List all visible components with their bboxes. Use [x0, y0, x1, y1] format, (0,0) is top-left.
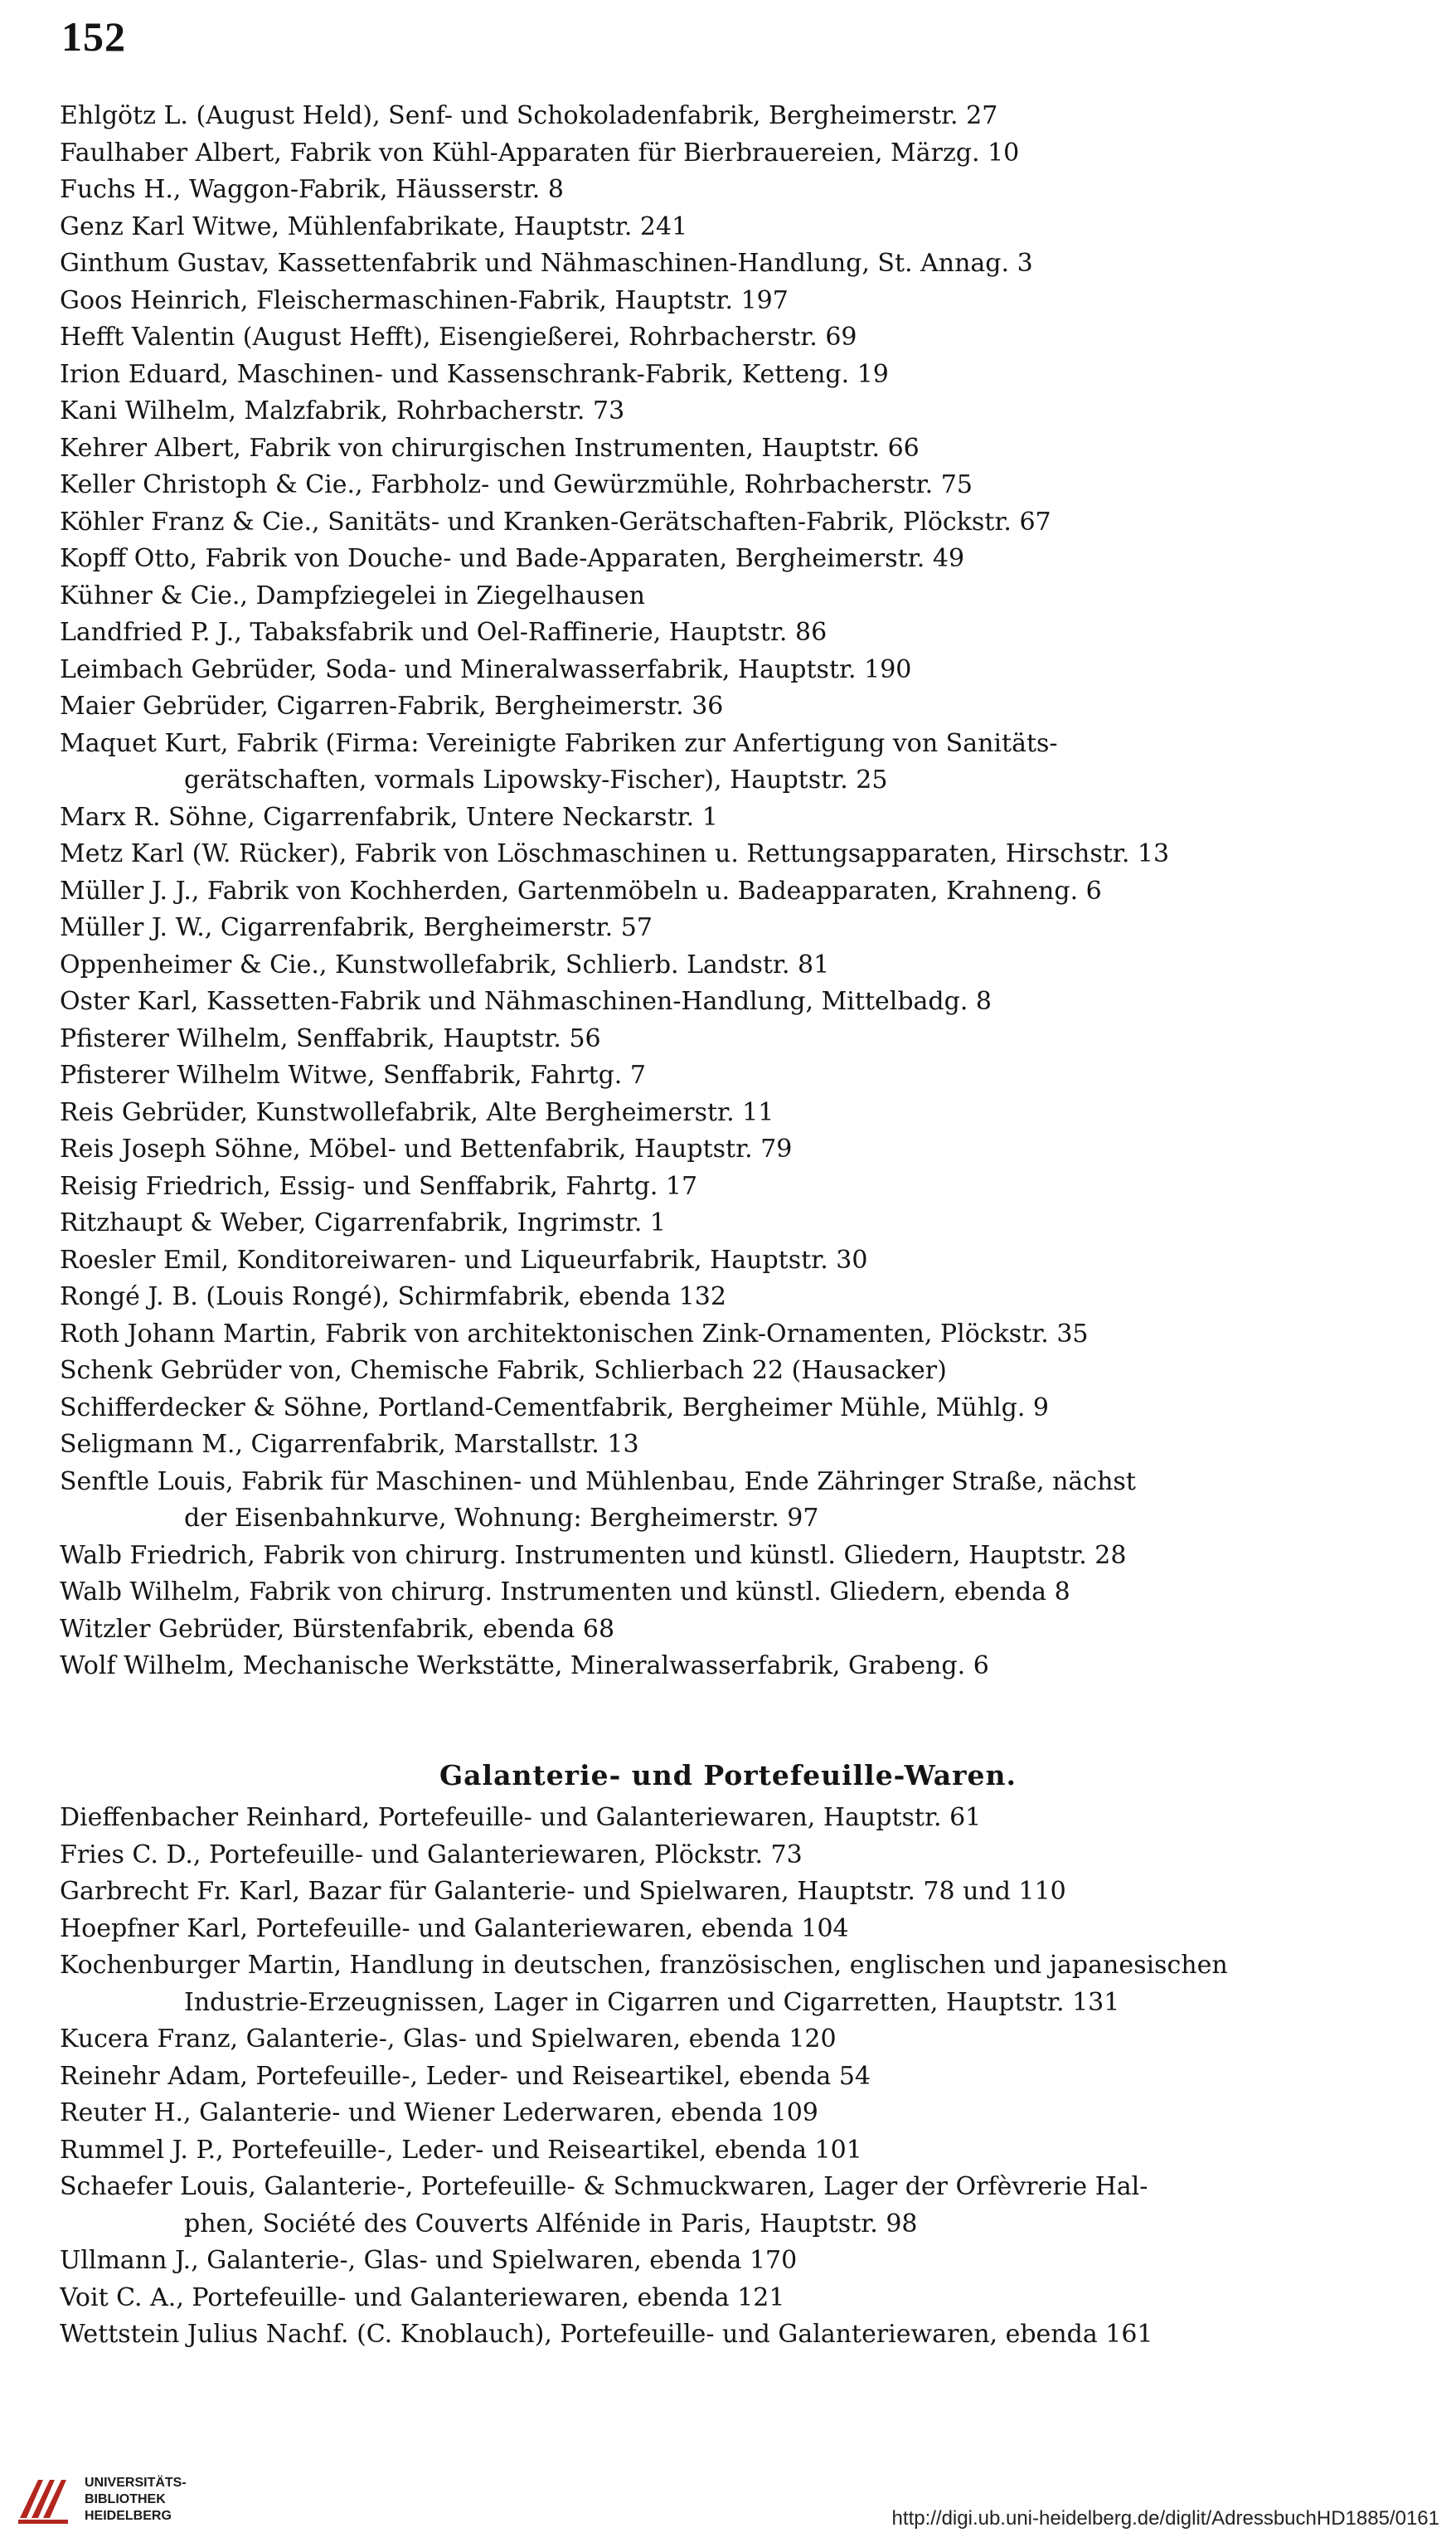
entry-line: Voit C. A., Portefeuille- und Galanteriewaren, ebenda 121	[60, 2282, 785, 2312]
entry-line: Fuchs H., Waggon-Fabrik, Häusserstr. 8	[60, 175, 564, 204]
entry-line: Reuter H., Galanterie- und Wiener Lederwaren, ebenda 109	[60, 2098, 818, 2127]
entry-line: Rongé J. B. (Louis Rongé), Schirmfabrik, ebenda 132	[60, 1282, 726, 1311]
entry-line: Witzler Gebrüder, Bürstenfabrik, ebenda 68	[60, 1614, 615, 1644]
entry-line: Ullmann J., Galanterie-, Glas- und Spielwaren, ebenda 170	[60, 2246, 798, 2275]
page-number: 152	[61, 13, 126, 60]
entry-line: Müller J. J., Fabrik von Kochherden, Gartenmöbeln u. Badeapparaten, Krahneng. 6	[60, 876, 1102, 906]
entry-line: Reinehr Adam, Portefeuille-, Leder- und Reiseartikel, ebenda 54	[60, 2061, 871, 2091]
entry-line: Goos Heinrich, Fleischermaschinen-Fabrik, Hauptstr. 197	[60, 285, 789, 315]
footer-url-link[interactable]: http://digi.ub.uni-heidelberg.de/diglit/AdressbuchHD1885/0161	[891, 2507, 1439, 2530]
entry-line: Roesler Emil, Konditoreiwaren- und Liqueurfabrik, Hauptstr. 30	[60, 1245, 868, 1275]
entry-line: Schifferdecker & Söhne, Portland-Cementfabrik, Bergheimer Mühle, Mühlg. 9	[60, 1393, 1049, 1422]
entry-line: Marx R. Söhne, Cigarrenfabrik, Untere Neckarstr. 1	[60, 802, 718, 832]
entry-line: Kehrer Albert, Fabrik von chirurgischen Instrumenten, Hauptstr. 66	[60, 433, 920, 463]
entry-line: Reisig Friedrich, Essig- und Senffabrik, Fahrtg. 17	[60, 1171, 698, 1201]
entry-line: Genz Karl Witwe, Mühlenfabrikate, Hauptstr. 241	[60, 211, 688, 241]
entry-line: Walb Wilhelm, Fabrik von chirurg. Instrumenten und künstl. Gliedern, ebenda 8	[60, 1577, 1070, 1606]
entry-line: Fries C. D., Portefeuille- und Galanteriewaren, Plöckstr. 73	[60, 1840, 803, 1869]
entry-line: Roth Johann Martin, Fabrik von architektonischen Zink-Ornamenten, Plöckstr. 35	[60, 1319, 1089, 1349]
entry-line: Landfried P. J., Tabaksfabrik und Oel-Raffinerie, Hauptstr. 86	[60, 618, 827, 647]
logo-text-line-3: HEIDELBERG	[85, 2509, 172, 2523]
entry-continuation-line: phen, Société des Couverts Alfénide in Paris, Hauptstr. 98	[184, 2209, 918, 2238]
entry-line: Metz Karl (W. Rücker), Fabrik von Löschmaschinen u. Rettungsapparaten, Hirschstr. 13	[60, 839, 1170, 868]
entry-line: Maquet Kurt, Fabrik (Firma: Vereinigte Fabriken zur Anfertigung von Sanitäts-	[60, 728, 1058, 758]
entry-continuation-line: Industrie-Erzeugnissen, Lager in Cigarren und Cigarretten, Hauptstr. 131	[184, 1987, 1120, 2017]
entry-line: Müller J. W., Cigarrenfabrik, Bergheimerstr. 57	[60, 913, 653, 942]
entry-line: Schenk Gebrüder von, Chemische Fabrik, Schlierbach 22 (Hausacker)	[60, 1356, 947, 1385]
entry-line: Leimbach Gebrüder, Soda- und Mineralwasserfabrik, Hauptstr. 190	[60, 654, 912, 684]
entry-line: Kochenburger Martin, Handlung in deutschen, französischen, englischen und japanesischen	[60, 1951, 1228, 1980]
entry-line: Seligmann M., Cigarrenfabrik, Marstallstr. 13	[60, 1430, 639, 1459]
entry-line: Hefft Valentin (August Hefft), Eisengießerei, Rohrbacherstr. 69	[60, 323, 857, 352]
entry-line: Pfisterer Wilhelm, Senffabrik, Hauptstr. 56	[60, 1023, 601, 1053]
library-logo[interactable]	[13, 2465, 221, 2531]
logo-text-line-2: BIBLIOTHEK	[85, 2492, 166, 2506]
entry-line: Kani Wilhelm, Malzfabrik, Rohrbacherstr. 73	[60, 396, 625, 425]
entry-line: Oster Karl, Kassetten-Fabrik und Nähmaschinen-Handlung, Mittelbadg. 8	[60, 987, 993, 1016]
entry-line: Dieffenbacher Reinhard, Portefeuille- und Galanteriewaren, Hauptstr. 61	[60, 1803, 982, 1832]
entry-line: Garbrecht Fr. Karl, Bazar für Galanterie- und Spielwaren, Hauptstr. 78 und 110	[60, 1877, 1066, 1906]
entry-line: Oppenheimer & Cie., Kunstwollefabrik, Schlierb. Landstr. 81	[60, 950, 830, 979]
entry-line: Ginthum Gustav, Kassettenfabrik und Nähmaschinen-Handlung, St. Annag. 3	[60, 249, 1033, 278]
library-emblem-icon	[13, 2468, 75, 2530]
entry-line: Faulhaber Albert, Fabrik von Kühl-Apparaten für Bierbrauereien, Märzg. 10	[60, 138, 1020, 168]
entry-line: Köhler Franz & Cie., Sanitäts- und Kranken-Gerätschaften-Fabrik, Plöckstr. 67	[60, 507, 1051, 537]
entry-line: Pfisterer Wilhelm Witwe, Senffabrik, Fahrtg. 7	[60, 1061, 646, 1090]
entry-line: Rummel J. P., Portefeuille-, Leder- und Reiseartikel, ebenda 101	[60, 2135, 862, 2165]
entry-continuation-line: der Eisenbahnkurve, Wohnung: Bergheimerstr. 97	[184, 1504, 819, 1533]
entry-line: Reis Gebrüder, Kunstwollefabrik, Alte Bergheimerstr. 11	[60, 1097, 774, 1127]
entry-line: Walb Friedrich, Fabrik von chirurg. Instrumenten und künstl. Gliedern, Hauptstr. 28	[60, 1540, 1127, 1570]
entry-line: Schaefer Louis, Galanterie-, Portefeuille- & Schmuckwaren, Lager der Orfèvrerie Hal-	[60, 2172, 1148, 2201]
entry-line: Kucera Franz, Galanterie-, Glas- und Spielwaren, ebenda 120	[60, 2024, 837, 2054]
logo-text-line-1: UNIVERSITÄTS-	[85, 2476, 187, 2490]
entry-line: Kühner & Cie., Dampfziegelei in Ziegelhausen	[60, 581, 645, 610]
entry-line: Ritzhaupt & Weber, Cigarrenfabrik, Ingrimstr. 1	[60, 1208, 667, 1237]
entry-line: Irion Eduard, Maschinen- und Kassenschrank-Fabrik, Ketteng. 19	[60, 359, 889, 389]
entry-line: Maier Gebrüder, Cigarren-Fabrik, Bergheimerstr. 36	[60, 692, 724, 721]
entry-line: Wettstein Julius Nachf. (C. Knoblauch), Portefeuille- und Galanteriewaren, ebenda 161	[60, 2320, 1153, 2349]
entry-continuation-line: gerätschaften, vormals Lipowsky-Fischer), Hauptstr. 25	[184, 766, 888, 795]
entry-line: Hoepfner Karl, Portefeuille- und Galanteriewaren, ebenda 104	[60, 1913, 849, 1943]
section-heading: Galanterie- und Portefeuille-Waren.	[439, 1759, 1017, 1791]
entry-line: Ehlgötz L. (August Held), Senf- und Schokoladenfabrik, Bergheimerstr. 27	[60, 101, 998, 130]
entry-line: Senftle Louis, Fabrik für Maschinen- und Mühlenbau, Ende Zähringer Straße, nächst	[60, 1466, 1136, 1496]
entry-line: Wolf Wilhelm, Mechanische Werkstätte, Mineralwasserfabrik, Grabeng. 6	[60, 1651, 989, 1680]
entry-line: Kopff Otto, Fabrik von Douche- und Bade-Apparaten, Bergheimerstr. 49	[60, 544, 965, 573]
entry-line: Keller Christoph & Cie., Farbholz- und Gewürzmühle, Rohrbacherstr. 75	[60, 470, 973, 499]
entry-line: Reis Joseph Söhne, Möbel- und Bettenfabrik, Hauptstr. 79	[60, 1135, 793, 1164]
